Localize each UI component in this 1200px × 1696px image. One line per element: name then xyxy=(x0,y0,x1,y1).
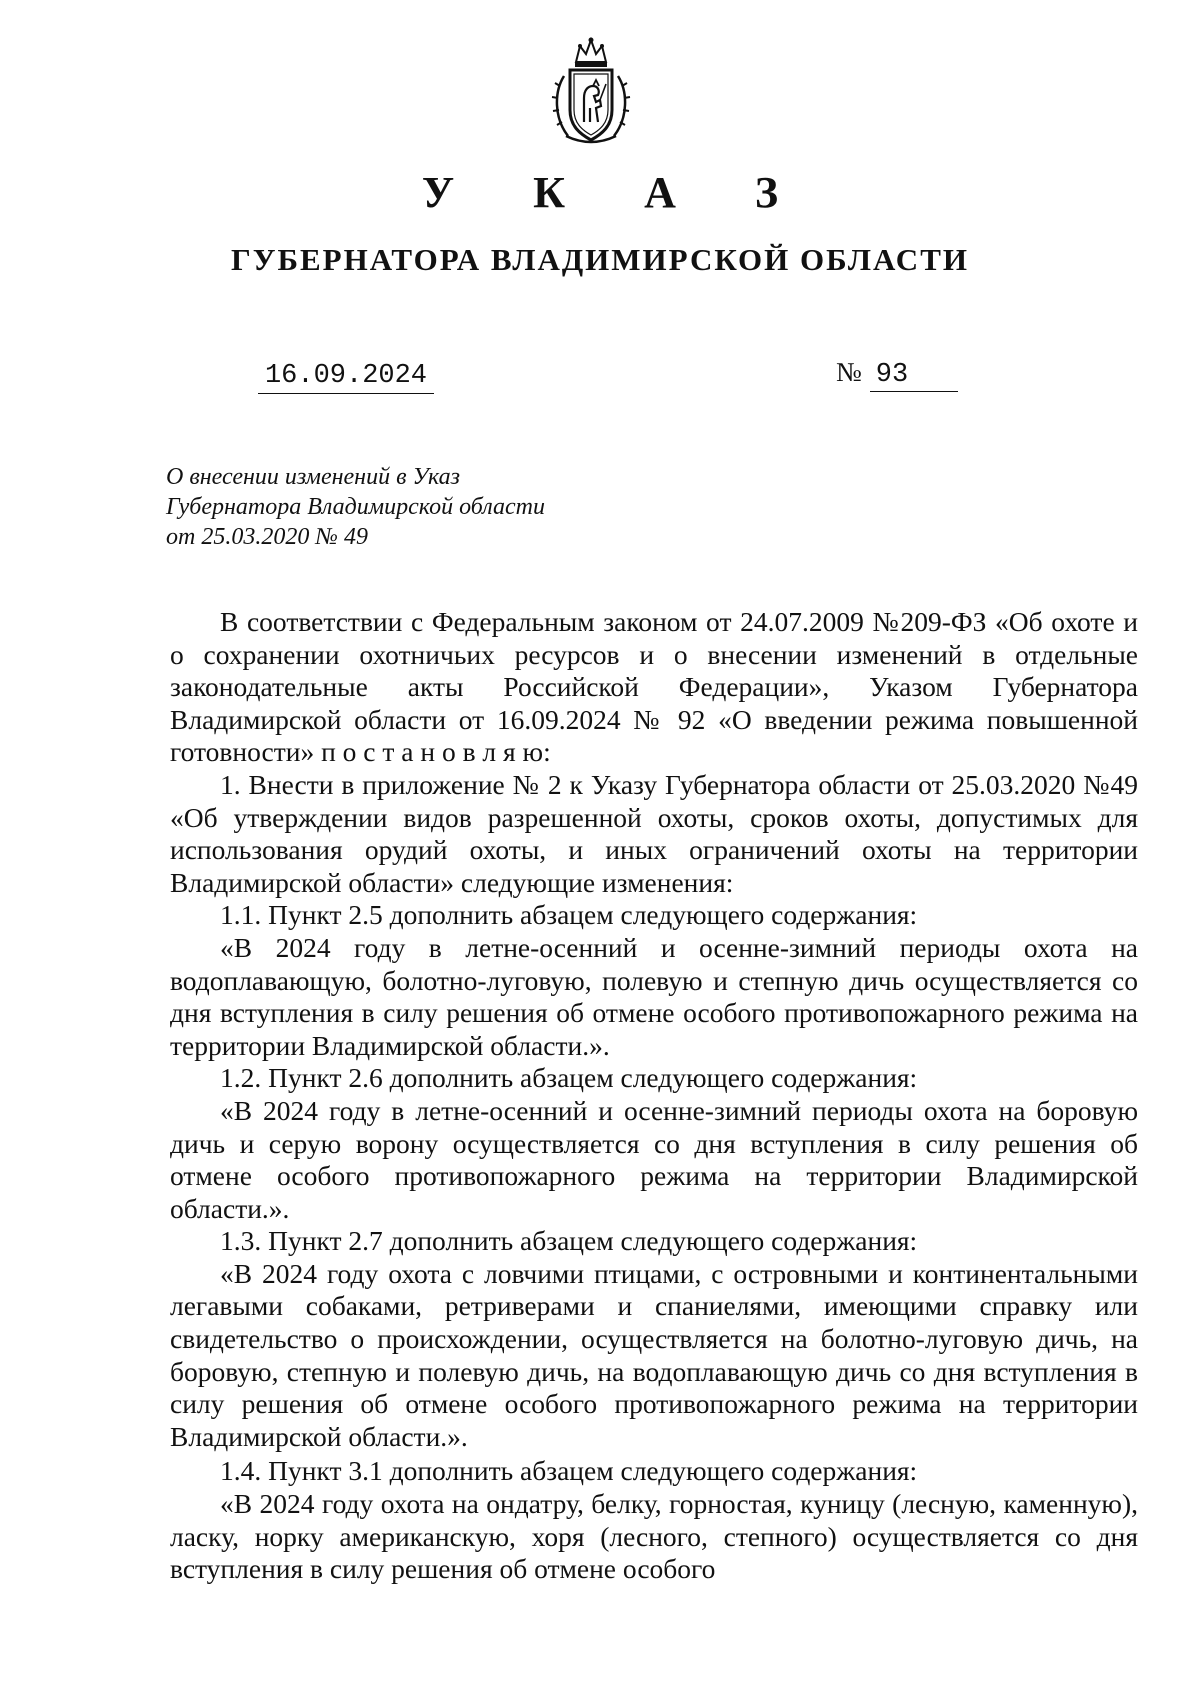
subject-line: Губернатора Владимирской области xyxy=(166,494,545,520)
quoted-paragraph: «В 2024 году охота на ондатру, белку, горностая, куницу (лесную, каменную), ласку, норку американскую, хоря (лесного, степного) осуществляется со дня вступления в силу решения об отмене особого xyxy=(170,1488,1138,1585)
decree-date: 16.09.2024 xyxy=(258,360,434,394)
subclause-heading: 1.1. Пункт 2.5 дополнить абзацем следующего содержания: xyxy=(220,899,918,931)
decree-number: 93 xyxy=(870,359,958,392)
clause-paragraph: 1. Внести в приложение № 2 к Указу Губернатора области от 25.03.2020 №49 «Об утверждении видов разрешенной охоты, сроков охоты, допустимых для использования орудий охоты, и иных ограничений охоты на территории Владимирской области» следующие изменения: xyxy=(170,768,1138,898)
quoted-paragraph: «В 2024 году охота с ловчими птицами, с островными и континентальными легавыми собаками, ретриверами и спаниелями, имеющими справку или свидетельство о происхождении, осуществляется на болотно-луговую дичь, на боровую, степную и полевую дичь, на водоплавающую дичь со дня вступления в силу решения об отмене особого противопожарного режима на территории Владимирской области.». xyxy=(170,1257,1138,1452)
coat-of-arms-icon xyxy=(546,36,636,148)
decree-subject xyxy=(166,462,545,552)
preamble-paragraph: В соответствии с Федеральным законом от 24.07.2009 №209-ФЗ «Об охоте и о сохранении охотничьих ресурсов и о внесении изменений в отдельные законодательные акты Российской Федерации», Указом Губернатора Владимирской области от 16.09.2024 № 92 «О введении режима повышенной готовности» п о с т а н о в л я ю: xyxy=(170,606,1138,768)
subclause-heading: 1.4. Пункт 3.1 дополнить абзацем следующего содержания: xyxy=(220,1455,918,1487)
number-sign: № xyxy=(836,357,862,387)
quoted-paragraph: «В 2024 году в летне-осенний и осенне-зимний периоды охота на водоплавающую, болотно-луговую, полевую и степную дичь осуществляется со дня вступления в силу решения об отмене особого противопожарного режима на территории Владимирской области.». xyxy=(170,931,1138,1061)
subclause-heading: 1.3. Пункт 2.7 дополнить абзацем следующего содержания: xyxy=(220,1225,918,1257)
decree-number-field xyxy=(836,356,958,392)
subject-line: О внесении изменений в Указ xyxy=(166,464,461,490)
subject-line: от 25.03.2020 № 49 xyxy=(166,524,368,550)
document-issuer: ГУБЕРНАТОРА ВЛАДИМИРСКОЙ ОБЛАСТИ xyxy=(231,242,969,277)
document-title: У К А З xyxy=(421,168,813,217)
quoted-paragraph: «В 2024 году в летне-осенний и осенне-зимний периоды охота на боровую дичь и серую ворону осуществляется со дня вступления в силу решения об отмене особого противопожарного режима на территории Владимирской области.». xyxy=(170,1094,1138,1224)
subclause-heading: 1.2. Пункт 2.6 дополнить абзацем следующего содержания: xyxy=(220,1062,918,1094)
decree-body xyxy=(170,606,1138,1586)
